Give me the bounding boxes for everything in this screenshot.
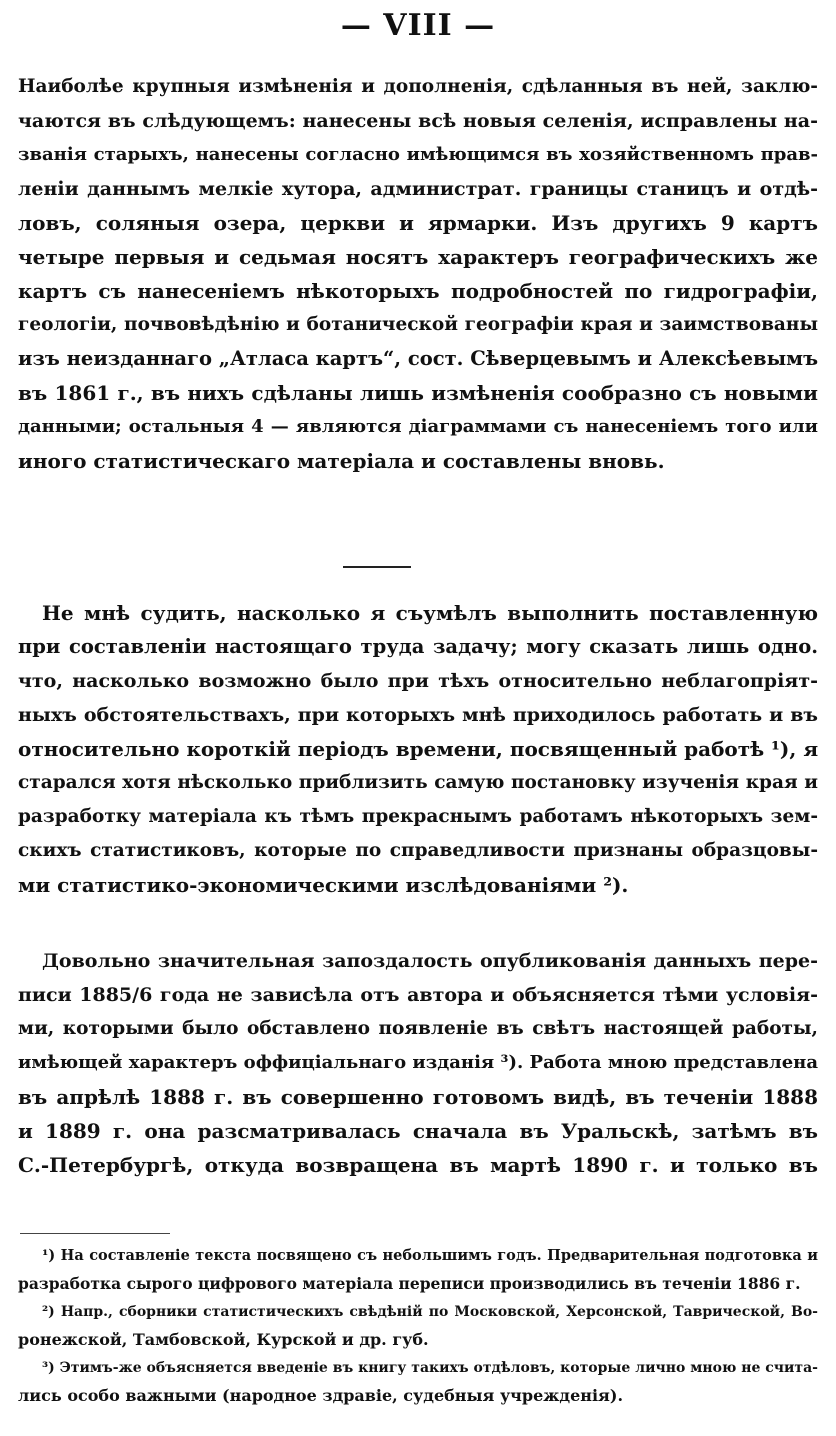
text-line: при составленіи настоящаго труда задачу; могу сказать лишь одно.	[18, 635, 818, 658]
text-line: данными; остальныя 4 — являются діаграммами съ нанесеніемъ того или	[18, 416, 818, 437]
text-line: Довольно значительная запоздалость опубликованія данныхъ пере-	[42, 950, 818, 972]
text-line: ловъ, соляныя озера, церкви и ярмарки. Изъ другихъ 9 картъ	[18, 211, 818, 235]
text-line: Не мнѣ судить, насколько я съумѣлъ выполнить поставленную	[42, 601, 818, 625]
text-line: что, насколько возможно было при тѣхъ относительно неблагопріят-	[18, 670, 818, 692]
text-line: ми, которыми было обставлено появленіе въ свѣтъ настоящей работы,	[18, 1018, 818, 1039]
text-line: иного статистическаго матеріала и составлены вновь.	[18, 449, 665, 473]
text-line: имѣющей характеръ оффиціальнаго изданія ³). Работа мною представлена	[18, 1052, 818, 1073]
text-line: чаются въ слѣдующемъ: нанесены всѣ новыя селенія, исправлены на-	[18, 110, 818, 132]
footnote-line: разработка сырого цифрового матеріала переписи производились въ теченіи 1886 г.	[18, 1274, 801, 1293]
footnote-rule	[20, 1233, 170, 1234]
text-line: скихъ статистиковъ, которые по справедливости признаны образцовы-	[18, 840, 818, 861]
text-line: Наиболѣе крупныя измѣненія и дополненія, сдѣланныя въ ней, заклю-	[18, 76, 818, 97]
footnote-line: ронежской, Тамбовской, Курской и др. губ.	[18, 1330, 429, 1349]
text-line: разработку матеріала къ тѣмъ прекраснымъ работамъ нѣкоторыхъ зем-	[18, 806, 818, 827]
paragraph-author-note	[18, 596, 818, 902]
footnote-line: ³) Этимъ-же объясняется введеніе въ книгу такихъ отдѣловъ, которые лично мною не счита-	[42, 1360, 818, 1376]
text-line: въ апрѣлѣ 1888 г. въ совершенно готовомъ видѣ, въ теченіи 1888	[18, 1085, 818, 1109]
paragraph-publication-delay	[18, 944, 818, 1182]
text-line: ныхъ обстоятельствахъ, при которыхъ мнѣ приходилось работать и въ	[18, 704, 818, 726]
paragraph-maps	[18, 70, 818, 478]
text-line: относительно короткій періодъ времени, посвященный работѣ ¹), я	[18, 737, 818, 761]
footnote-line: ¹) На составленіе текста посвящено съ небольшимъ годъ. Предварительная подготовка и	[42, 1247, 818, 1264]
text-line: писи 1885/6 года не зависѣла отъ автора и объясняется тѣми условія-	[18, 984, 818, 1006]
text-line: старался хотя нѣсколько приблизить самую постановку изученія края и	[18, 772, 818, 793]
text-line: геологіи, почвовѣдѣнію и ботанической географіи края и заимствованы	[18, 314, 818, 335]
section-divider	[343, 566, 411, 568]
footnotes	[18, 1242, 818, 1410]
text-line: въ 1861 г., въ нихъ сдѣланы лишь измѣненія сообразно съ новыми	[18, 381, 818, 405]
page-number-header: — VIII —	[340, 8, 496, 43]
text-line: изъ неизданнаго „Атласа картъ“, сост. Сѣверцевымъ и Алексѣевымъ	[18, 347, 818, 370]
text-line: С.-Петербургѣ, откуда возвращена въ мартѣ 1890 г. и только въ	[18, 1153, 818, 1177]
footnote-line: лись особо важными (народное здравіе, судебныя учрежденія).	[18, 1386, 624, 1405]
text-line: и 1889 г. она разсматривалась сначала въ Уральскѣ, затѣмъ въ	[18, 1119, 818, 1143]
text-line: званія старыхъ, нанесены согласно имѣющимся въ хозяйственномъ прав-	[18, 144, 818, 165]
text-line: четыре первыя и седьмая носятъ характеръ географическихъ же	[18, 245, 818, 269]
text-line: ми статистико-экономическими изслѣдованіями ²).	[18, 873, 629, 897]
text-line: картъ съ нанесеніемъ нѣкоторыхъ подробностей по гидрографіи,	[18, 279, 818, 303]
footnote-line: ²) Напр., сборники статистическихъ свѣдѣній по Московской, Херсонской, Таврической, Во-	[42, 1304, 818, 1320]
text-line: леніи даннымъ мелкіе хутора, администрат. границы станицъ и отдѣ-	[18, 178, 818, 200]
